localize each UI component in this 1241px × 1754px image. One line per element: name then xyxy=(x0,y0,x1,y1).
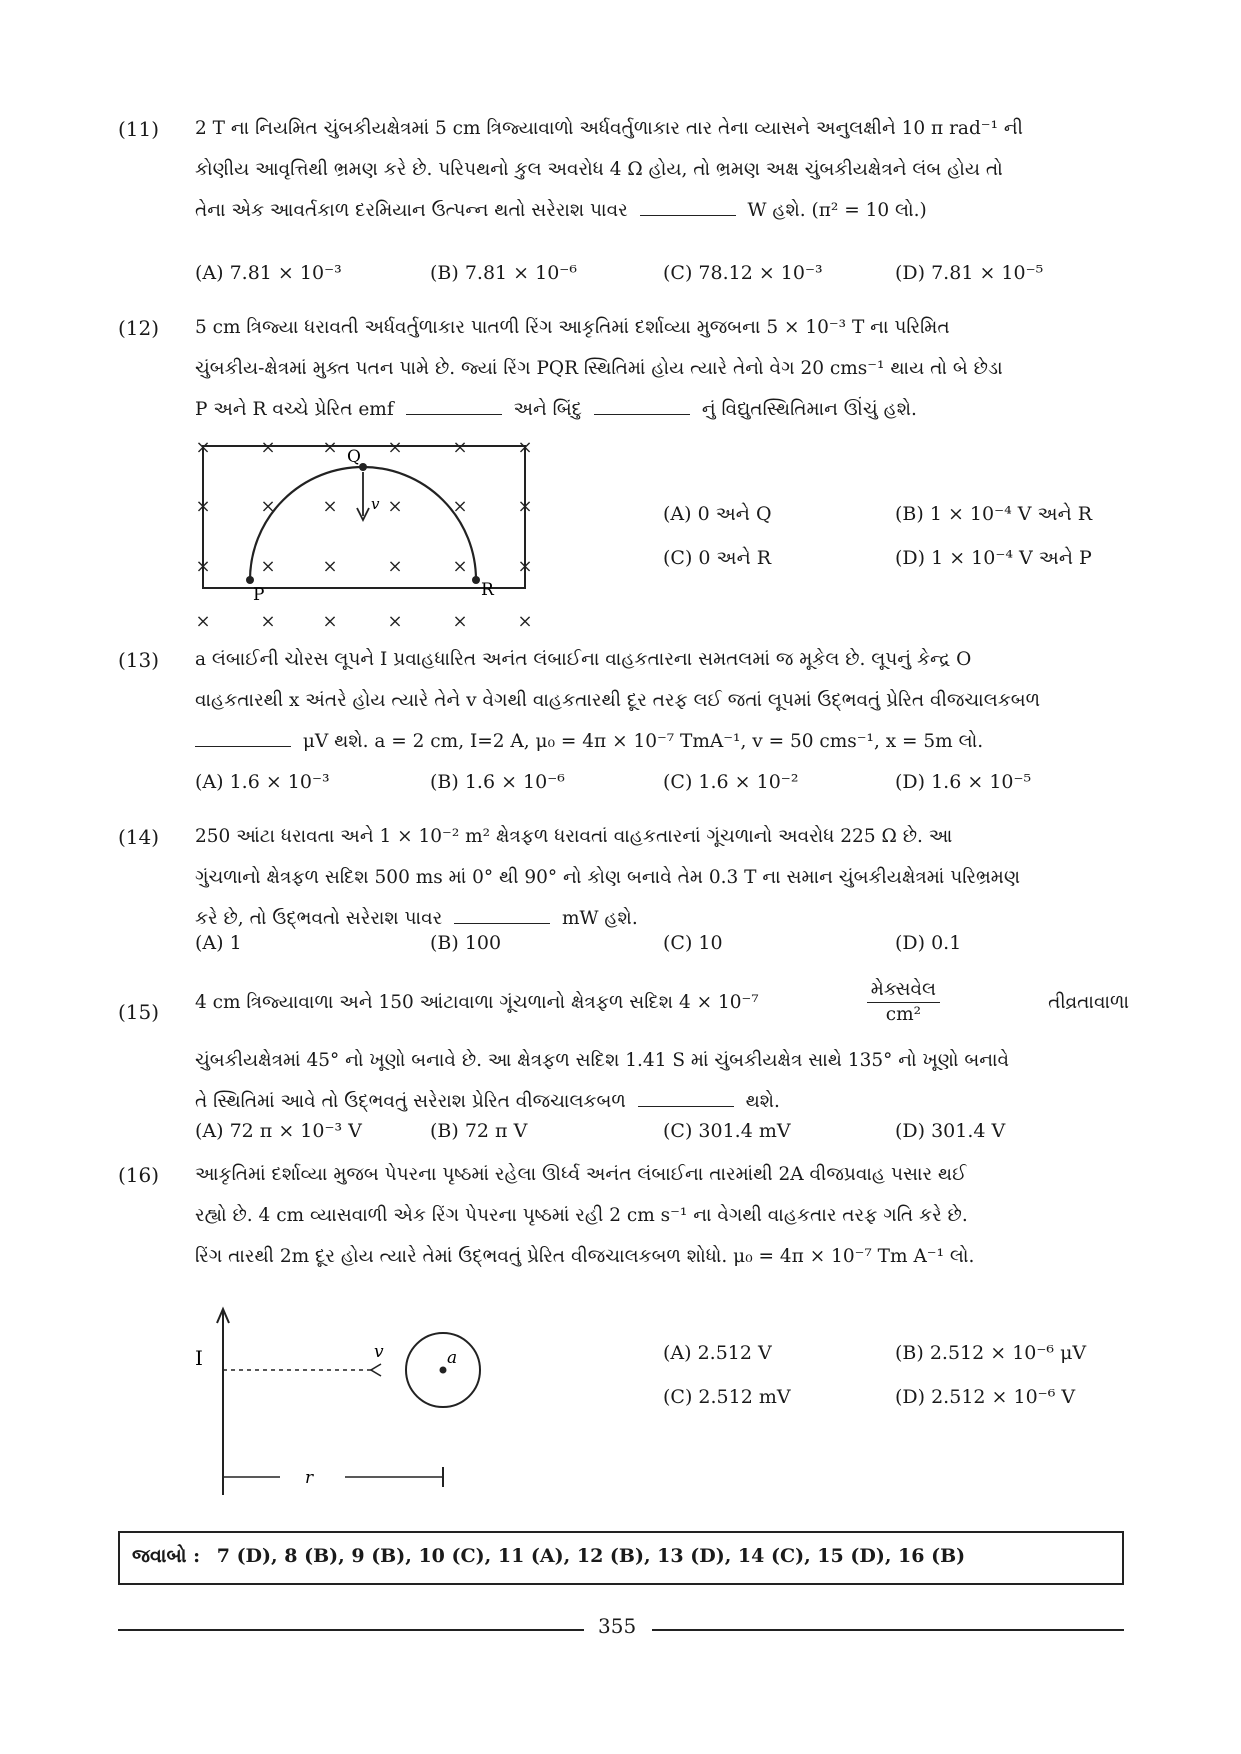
q14-option-a: (A) 1 xyxy=(195,932,242,954)
cross-mark: × xyxy=(260,437,276,458)
q15-option-d: (D) 301.4 V xyxy=(895,1120,1006,1142)
question-number-16: (16) xyxy=(118,1163,160,1187)
cross-mark: × xyxy=(517,437,533,458)
question-number-15: (15) xyxy=(118,1000,160,1024)
q16-option-a: (A) 2.512 V xyxy=(663,1342,772,1364)
point-r-dot xyxy=(472,576,480,584)
cross-mark: × xyxy=(452,556,468,577)
answer-blank xyxy=(638,1106,734,1107)
unit-fraction xyxy=(867,978,940,1027)
q13-option-a: (A) 1.6 × 10⁻³ xyxy=(195,771,330,793)
ring-center-dot xyxy=(440,1367,447,1374)
question-11-line-3-pre: તેના એક આવર્તકાળ દરમિયાન ઉત્પન્ન થતો સરેરાશ પાવર xyxy=(195,200,628,221)
q11-option-b: (B) 7.81 × 10⁻⁶ xyxy=(430,262,577,284)
answer-blank xyxy=(454,923,550,924)
q16-figure-wire-ring xyxy=(185,1305,505,1505)
question-14-line-1: 250 આંટા ધરાવતા અને 1 × 10⁻² m² ક્ષેત્રફળ ધરાવતાં વાહકતારનાં ગૂંચળાનો અવરોધ 225 Ω છે. આ xyxy=(195,826,953,847)
question-number-13: (13) xyxy=(118,648,160,672)
question-13-line-3 xyxy=(195,721,1129,762)
answer-blank xyxy=(640,215,736,216)
cross-mark: × xyxy=(195,496,211,517)
q15-option-c: (C) 301.4 mV xyxy=(663,1120,791,1142)
question-15-line-1-post: તીવ્રતાવાળા xyxy=(1048,991,1129,1013)
question-11-line-3 xyxy=(195,190,1129,231)
label-r: R xyxy=(481,580,494,600)
answer-key-title: જવાબો : xyxy=(132,1545,201,1567)
page-number: 355 xyxy=(598,1614,637,1638)
fraction-denominator: cm² xyxy=(885,1003,922,1025)
q12-option-b: (B) 1 × 10⁻⁴ V અને R xyxy=(895,503,1093,525)
question-14-text xyxy=(195,816,1129,939)
question-15-line-1 xyxy=(195,976,1129,1028)
q11-option-d: (D) 7.81 × 10⁻⁵ xyxy=(895,262,1044,284)
cross-mark: × xyxy=(387,556,403,577)
q12-option-d: (D) 1 × 10⁻⁴ V અને P xyxy=(895,547,1092,569)
cross-mark: × xyxy=(195,437,211,458)
q12-option-a: (A) 0 અને Q xyxy=(663,503,772,525)
q13-option-d: (D) 1.6 × 10⁻⁵ xyxy=(895,771,1032,793)
cross-mark: × xyxy=(260,496,276,517)
question-15-line-1-pre: 4 cm ત્રિજ્યાવાળા અને 150 આંટાવાળા ગૂંચળાનો ક્ષેત્રફળ સદિશ 4 × 10⁻⁷ xyxy=(195,991,759,1013)
q14-option-b: (B) 100 xyxy=(430,932,502,954)
q16-option-d: (D) 2.512 × 10⁻⁶ V xyxy=(895,1386,1076,1408)
q15-option-a: (A) 72 π × 10⁻³ V xyxy=(195,1120,362,1142)
cross-mark: × xyxy=(452,496,468,517)
fraction-numerator: મેક્સવેલ xyxy=(867,978,940,1003)
question-15-line-3-pre: તે સ્થિતિમાં આવે તો ઉદ્ભવતું સરેરાશ પ્રેરિત વીજચાલકબળ xyxy=(195,1091,626,1112)
cross-mark: × xyxy=(517,496,533,517)
question-number-14: (14) xyxy=(118,825,160,849)
question-14-line-3-pre: કરે છે, તો ઉદ્ભવતો સરેરાશ પાવર xyxy=(195,908,443,929)
question-14-line-2: ગુંચળાનો ક્ષેત્રફળ સદિશ 500 ms માં 0° થી 90° નો કોણ બનાવે તેમ 0.3 T ના સમાન ચુંબકીયક્ષેત્રમાં પરિભ્રમણ xyxy=(195,867,1020,888)
cross-mark: × xyxy=(322,437,338,458)
cross-mark: × xyxy=(322,496,338,517)
cross-mark: × xyxy=(322,556,338,577)
question-12-line-3 xyxy=(195,389,1129,430)
answer-blank xyxy=(594,414,690,415)
question-15-line-3-post: થશે. xyxy=(745,1091,780,1112)
question-16-text xyxy=(195,1154,1129,1277)
point-p-dot xyxy=(246,576,254,584)
question-15-line-3 xyxy=(195,1081,1129,1122)
question-number-11: (11) xyxy=(118,117,160,141)
q13-option-b: (B) 1.6 × 10⁻⁶ xyxy=(430,771,565,793)
cross-mark: × xyxy=(260,611,276,632)
question-14-line-3-post: mW હશે. xyxy=(561,908,638,929)
answer-blank xyxy=(195,746,291,747)
question-11-line-3-post: W હશે. (π² = 10 લો.) xyxy=(747,200,927,221)
question-11-line-1: 2 T ના નિયમિત ચુંબકીયક્ષેત્રમાં 5 cm ત્રિજ્યાવાળો અર્ધવર્તુળાકાર તાર તેના વ્યાસને અનુલક્ષીને 10 π rad⁻¹ ની xyxy=(195,118,1023,139)
label-v: v xyxy=(371,495,380,513)
q12-option-c: (C) 0 અને R xyxy=(663,547,772,569)
question-12-line-3-a: P અને R વચ્ચે પ્રેરિત emf xyxy=(195,399,394,420)
label-distance-r: r xyxy=(305,1468,314,1488)
question-number-12: (12) xyxy=(118,316,160,340)
q14-option-c: (C) 10 xyxy=(663,932,723,954)
question-12-text xyxy=(195,307,1129,430)
answer-blank xyxy=(406,414,502,415)
q12-figure-magnetic-field xyxy=(190,432,540,632)
question-13-line-3-post: μV થશે. a = 2 cm, I=2 A, μ₀ = 4π × 10⁻⁷ TmA⁻¹, v = 50 cms⁻¹, x = 5m લો. xyxy=(302,731,984,752)
footer-rule-right xyxy=(652,1629,1124,1631)
question-16-line-3: રિંગ તારથી 2m દૂર હોય ત્યારે તેમાં ઉદ્ભવતું પ્રેરિત વીજચાલકબળ શોધો. μ₀ = 4π × 10⁻⁷ Tm A⁻¹ લો. xyxy=(195,1246,975,1267)
question-12-line-3-b: અને બિંદુ xyxy=(513,399,583,420)
question-11-text xyxy=(195,108,1129,231)
cross-mark: × xyxy=(452,611,468,632)
cross-mark: × xyxy=(517,556,533,577)
question-13-text xyxy=(195,639,1129,762)
q11-option-c: (C) 78.12 × 10⁻³ xyxy=(663,262,823,284)
answer-key-label xyxy=(132,1545,965,1567)
label-q: Q xyxy=(347,447,361,467)
answer-key-text: 7 (D), 8 (B), 9 (B), 10 (C), 11 (A), 12 (B), 13 (D), 14 (C), 15 (D), 16 (B) xyxy=(216,1545,966,1567)
question-16-line-2: રહ્યો છે. 4 cm વ્યાસવાળી એક રિંગ પેપરના પૃષ્ઠમાં રહી 2 cm s⁻¹ ના વેગથી વાહકતાર તરફ ગતિ કરે છે. xyxy=(195,1205,968,1226)
cross-mark: × xyxy=(517,611,533,632)
cross-mark: × xyxy=(322,611,338,632)
label-p: P xyxy=(253,585,265,605)
question-15-line-2: ચુંબકીયક્ષેત્રમાં 45° નો ખૂણો બનાવે છે. આ ક્ષેત્રફળ સદિશ 1.41 S માં ચુંબકીયક્ષેત્ર સાથે 135° નો ખૂણો બનાવે xyxy=(195,1050,1010,1071)
cross-mark: × xyxy=(387,437,403,458)
label-radius-a: a xyxy=(447,1348,458,1368)
q16-option-c: (C) 2.512 mV xyxy=(663,1386,791,1408)
q13-option-c: (C) 1.6 × 10⁻² xyxy=(663,771,799,793)
cross-mark: × xyxy=(387,611,403,632)
cross-mark: × xyxy=(260,556,276,577)
answer-key-box xyxy=(118,1531,1124,1585)
label-current-i: I xyxy=(195,1346,203,1370)
question-12-line-1: 5 cm ત્રિજ્યા ધરાવતી અર્ધવર્તુળાકાર પાતળી રિંગ આકૃતિમાં દર્શાવ્યા મુજબના 5 × 10⁻³ T ના પરિમિત xyxy=(195,317,950,338)
question-13-line-1: a લંબાઈની ચોરસ લૂપને I પ્રવાહધારિત અનંત લંબાઈના વાહકતારના સમતલમાં જ મૂકેલ છે. લૂપનું કેન્દ્ર O xyxy=(195,649,972,670)
question-15-text xyxy=(195,1040,1129,1122)
footer-rule-left xyxy=(118,1629,584,1631)
cross-mark: × xyxy=(195,611,211,632)
cross-mark: × xyxy=(195,556,211,577)
velocity-arrow-icon xyxy=(371,1364,381,1376)
question-11-line-2: કોણીય આવૃત્તિથી ભ્રમણ કરે છે. પરિપથનો કુલ અવરોધ 4 Ω હોય, તો ભ્રમણ અક્ષ ચુંબકીયક્ષેત્રને લંબ હોય તો xyxy=(195,159,1003,180)
question-13-line-2: વાહકતારથી x અંતરે હોય ત્યારે તેને v વેગથી વાહકતારથી દૂર તરફ લઈ જતાં લૂપમાં ઉદ્ભવતું પ્રેરિત વીજચાલકબળ xyxy=(195,690,1041,711)
question-12-line-3-c: નું વિદ્યુતસ્થિતિમાન ઊંચું હશે. xyxy=(701,399,917,420)
cross-mark: × xyxy=(387,496,403,517)
question-16-line-1: આકૃતિમાં દર્શાવ્યા મુજબ પેપરના પૃષ્ઠમાં રહેલા ઊર્ધ્વ અનંત લંબાઈના તારમાંથી 2A વીજપ્રવાહ પસાર થઈ xyxy=(195,1164,967,1185)
label-velocity-v: v xyxy=(374,1342,384,1362)
question-14-line-3 xyxy=(195,898,1129,939)
q16-option-b: (B) 2.512 × 10⁻⁶ μV xyxy=(895,1342,1087,1364)
q14-option-d: (D) 0.1 xyxy=(895,932,962,954)
q15-option-b: (B) 72 π V xyxy=(430,1120,528,1142)
question-12-line-2: ચુંબકીય-ક્ષેત્રમાં મુક્ત પતન પામે છે. જ્યાં રિંગ PQR સ્થિતિમાં હોય ત્યારે તેનો વેગ 20 cms⁻¹ થાય તો બે છેડા xyxy=(195,358,1003,379)
q11-option-a: (A) 7.81 × 10⁻³ xyxy=(195,262,342,284)
cross-mark: × xyxy=(452,437,468,458)
